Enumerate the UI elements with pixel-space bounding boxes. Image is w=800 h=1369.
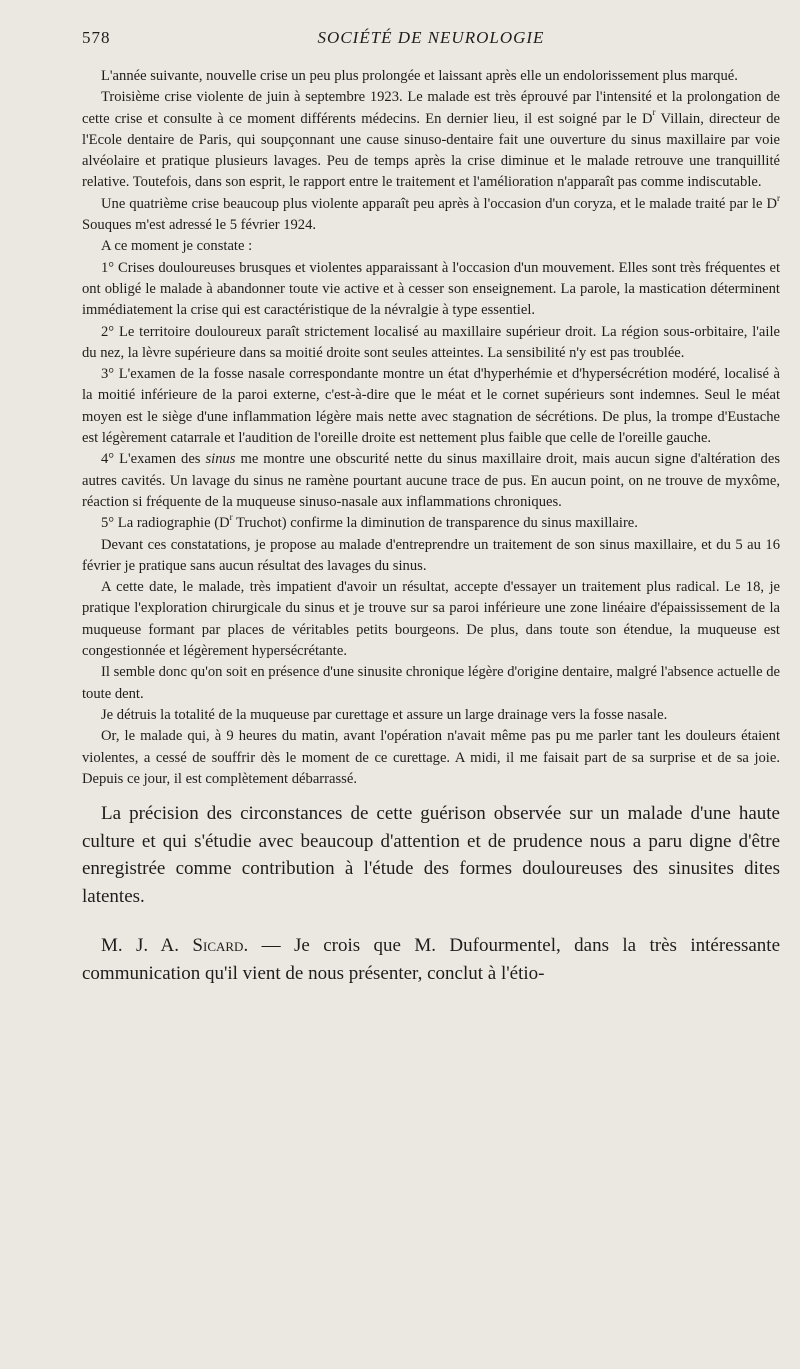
speaker-prefix: M. J. A. [101, 935, 180, 957]
paragraph-10: Devant ces constatations, je propose au malade d'entreprendre un traitement de son sinus maxillaire, et du 5 au 16 février je pratique sans aucun résultat des lavages du sinus. [82, 536, 780, 574]
paragraph-2: Troisième crise violente de juin à septembre 1923. Le malade est très éprouvé par l'intensité et la prolongation de cette crise et consulte à ce moment différents médecins. En dernier lieu, il est soigné par le $D^r$ Villain, directeur de l'Ecole dentaire de Paris, qui soupçonnant une cause sinuso-dentaire fait une ouverture du sinus maxillaire par voie alvéolaire et pratique plusieurs lavages. Peu de temps après la crise diminue et le malade retrouve une tranquillité relative. Toutefois, dans son esprit, le rapport entre le traitement et l'amélioration n'apparaît pas comme indiscutable. [82, 89, 780, 191]
paragraph-8: 4° L'examen des sinus me montre une obscurité nette du sinus maxillaire droit, mais aucun signe d'altération des autres cavités. Un lavage du sinus ne ramène pourtant aucune trace de pus. En aucun point, on ne trouve de myxôme, réaction si fréquente de la muqueuse sinuso-nasale aux inflammations chroniques. [82, 451, 780, 510]
discussion-paragraph: M. J. A. Sicard. — Je crois que M. Dufourmentel, dans la très intéressante communication qu'il vient de nous présenter, conclut à l'étio- [82, 935, 781, 984]
paragraph-7: 3° L'examen de la fosse nasale correspondante montre un état d'hyperhémie et d'hypersécrétion modéré, localisé à la moitié inférieure de la paroi externe, c'est-à-dire que le méat et le cornet supérieurs sont indemnes. Seul le méat moyen est le siège d'une inflammation légère mais nette avec stagnation de sécrétions. De plus, la trompe d'Eustache est légèrement catarrale et l'audition de l'oreille droite est nettement plus faible que celle de l'oreille gauche. [82, 366, 780, 447]
running-title: SOCIÉTÉ DE NEUROLOGIE [317, 28, 545, 47]
paragraph-6: 2° Le territoire douloureux paraît strictement localisé au maxillaire supérieur droit. La région sous-orbitaire, l'aile du nez, la lèvre supérieure dans sa moitié droite sont seules atteintes. La sensibilité n'y est pas troublée. [82, 323, 780, 361]
paragraph-1: L'année suivante, nouvelle crise un peu plus prolongée et laissant après elle un endolorissement plus marqué. [101, 68, 738, 84]
discussion-text [82, 932, 780, 987]
paragraph-14: Or, le malade qui, à 9 heures du matin, avant l'opération n'avait même pas pu me parler tant les douleurs étaient violentes, a cessé de souffrir dès le moment de ce curettage. A midi, il me faisait part de sa surprise et de sa joie. Depuis ce jour, il est complètement débarrassé. [82, 728, 780, 787]
page [82, 28, 780, 987]
paragraph-3: Une quatrième crise beaucoup plus violente apparaît peu après à l'occasion d'un coryza, et le malade traité par le $D^r$ Souques m'est adressé le 5 février 1924. [82, 192, 780, 234]
paragraph-11: A cette date, le malade, très impatient d'avoir un résultat, accepte d'essayer un traitement plus radical. Le 18, je pratique l'exploration chirurgicale du sinus et je trouve sur sa paroi inférieure une zone linéaire d'épaississement de la muqueuse formant par places de véritables petits bourgeons. De plus, dans toute son étendue, la muqueuse est congestionnée et légèrement hypersécrétante. [82, 579, 780, 660]
speaker-name: Sicard [192, 935, 244, 957]
paragraph-9: 5° La radiographie ($D^r$ Truchot) confirme la diminution de transparence du sinus maxillaire. [101, 512, 638, 532]
page-header [82, 28, 780, 54]
paragraph-12: Il semble donc qu'on soit en présence d'une sinusite chronique légère d'origine dentaire, malgré l'absence actuelle de toute dent. [82, 664, 780, 702]
paragraph-4: A ce moment je constate : [101, 238, 253, 255]
conclusion-text [82, 800, 780, 910]
discussion-body: Je crois que M. Dufourmentel, dans la très intéressante communication qu'il vient de nous présenter, conclut à l'étio- [82, 935, 781, 984]
discussion-dash: — [261, 935, 281, 957]
case-report-text [82, 66, 780, 790]
page-number: 578 [82, 28, 111, 47]
paragraph-5: 1° Crises douloureuses brusques et violentes apparaissant à l'occasion d'un mouvement. Elles sont très fréquentes et ont obligé le malade à abandonner toute vie active et à cesser son enseignement. La parole, la mastication déterminent immédiatement la crise qui est caractéristique de la névralgie à type essentiel. [82, 259, 780, 319]
conclusion-paragraph: La précision des circonstances de cette guérison observée sur un malade d'une haute culture et qui s'étudie avec beaucoup d'attention et de prudence nous a paru digne d'être enregistrée comme contribution à l'étude des formes douloureuses des sinusites dites latentes. [82, 803, 780, 907]
paragraph-13: Je détruis la totalité de la muqueuse par curettage et assure un large drainage vers la fosse nasale. [101, 706, 668, 723]
